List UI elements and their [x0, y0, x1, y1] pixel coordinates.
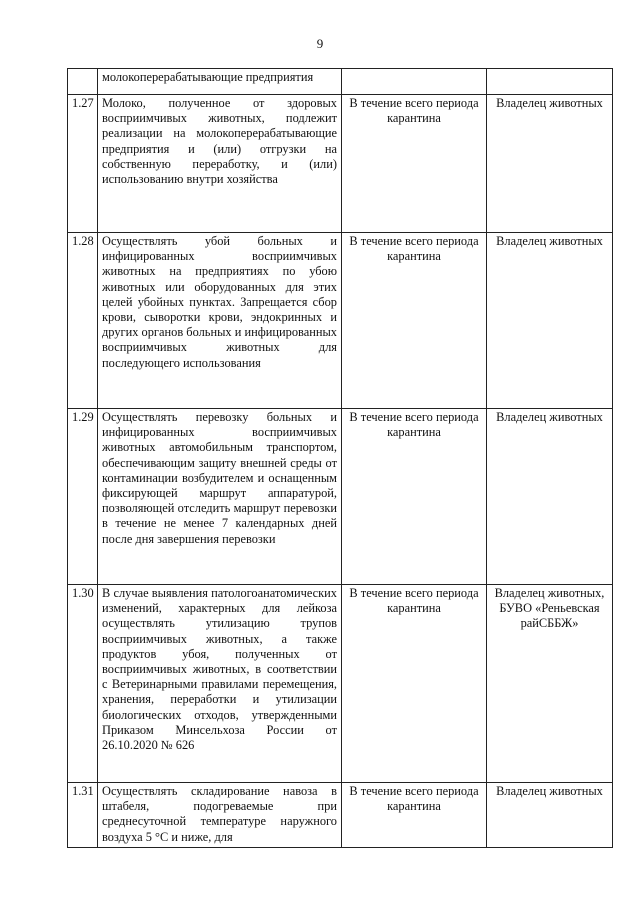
measures-table	[67, 68, 613, 848]
measure-text: Осуществлять складирование навоза в штабеля, подогреваемые при среднесуточной температуре наружного воздуха 5 °С и ниже, для	[98, 783, 342, 848]
measure-text: Молоко, полученное от здоровых восприимчивых животных, подлежит реализации на молокоперерабатывающие предприятия и (или) отгрузки на собственную переработку, и (или) использованию внутри хозяйства	[98, 95, 342, 233]
row-number: 1.27	[68, 95, 98, 233]
table-row	[68, 69, 613, 95]
responsible-cell: Владелец животных	[487, 233, 613, 409]
term-cell: В течение всего периода карантина	[342, 233, 487, 409]
row-number: 1.31	[68, 783, 98, 848]
measure-text: молокоперерабатывающие предприятия	[98, 69, 342, 95]
responsible-cell: Владелец животных, БУВО «Реньевская райСББЖ»	[487, 585, 613, 783]
term-cell: В течение всего периода карантина	[342, 95, 487, 233]
term-cell: В течение всего периода карантина	[342, 409, 487, 585]
table-row	[68, 585, 613, 783]
row-number: 1.28	[68, 233, 98, 409]
table-row	[68, 783, 613, 848]
measure-text: Осуществлять перевозку больных и инфицированных восприимчивых животных автомобильным транспортом, обеспечивающим защиту внешней среды от контаминации возбудителем и оснащенным фиксирующей маршрут аппаратурой, позволяющей отследить маршрут перевозки в течение не менее 7 календарных дней после дня завершения перевозки	[98, 409, 342, 585]
row-number	[68, 69, 98, 95]
responsible-cell: Владелец животных	[487, 783, 613, 848]
row-number: 1.30	[68, 585, 98, 783]
responsible-cell: Владелец животных	[487, 95, 613, 233]
measure-text: В случае выявления патологоанатомических изменений, характерных для лейкоза осуществлять утилизацию трупов восприимчивых животных, а также продуктов убоя, полученных от восприимчивых животных, в соответствии с Ветеринарными правилами перемещения, хранения, переработки и утилизации биологических отходов, утвержденными Приказом Минсельхоза России от 26.10.2020 № 626	[98, 585, 342, 783]
table-row	[68, 233, 613, 409]
measure-text: Осуществлять убой больных и инфицированных восприимчивых животных на предприятиях по убою животных или оборудованных для этих целей убойных пунктах. Запрещается сбор крови, сыворотки крови, эндокринных и других органов больных и инфицированных восприимчивых животных для последующего использования	[98, 233, 342, 409]
table-row	[68, 409, 613, 585]
term-cell: В течение всего периода карантина	[342, 585, 487, 783]
responsible-cell	[487, 69, 613, 95]
table-row	[68, 95, 613, 233]
page-number: 9	[316, 36, 324, 51]
term-cell	[342, 69, 487, 95]
row-number: 1.29	[68, 409, 98, 585]
term-cell: В течение всего периода карантина	[342, 783, 487, 848]
responsible-cell: Владелец животных	[487, 409, 613, 585]
